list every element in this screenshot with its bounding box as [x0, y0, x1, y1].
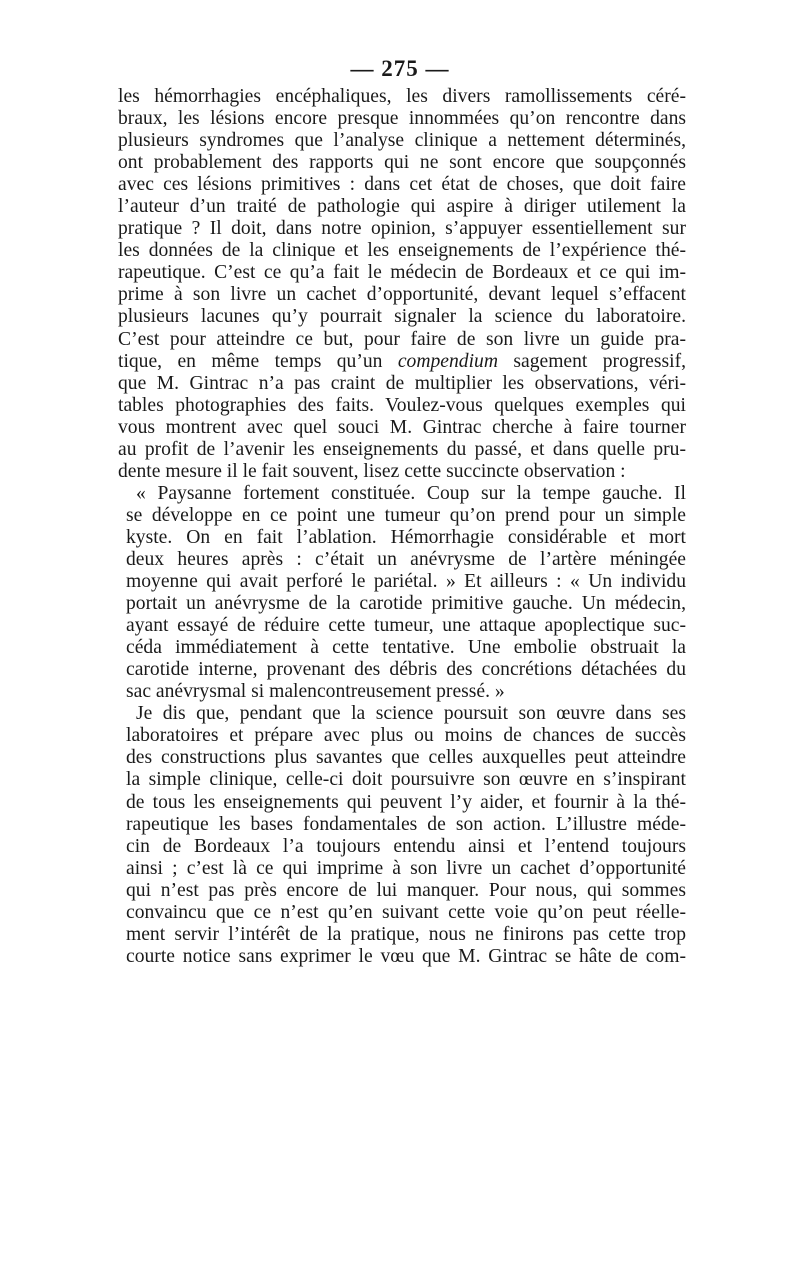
text-line: se développe en ce point une tumeur qu’on prend pour un simple: [126, 504, 686, 526]
text-line: C’est pour atteindre ce but, pour faire de son livre un guide pra-: [118, 328, 686, 350]
text-line: pratique ? Il doit, dans notre opinion, s’appuyer essentiellement sur: [118, 218, 686, 240]
text-line: les données de la clinique et les enseignements de l’expérience thé-: [118, 240, 686, 262]
text-line: l’auteur d’un traité de pathologie qui aspire à diriger utilement la: [118, 196, 686, 218]
text-line: les hémorrhagies encéphaliques, les divers ramollissements céré-: [118, 86, 686, 107]
text-line: Je dis que, pendant que la science poursuit son œuvre dans ses: [136, 703, 686, 725]
text-line: des constructions plus savantes que celles auxquelles peut atteindre: [126, 747, 686, 769]
text-line: tables photographies des faits. Voulez-vous quelques exemples qui: [118, 394, 686, 416]
text-line: carotide interne, provenant des débris des concrétions détachées du: [126, 659, 686, 681]
text-line: ayant essayé de réduire cette tumeur, une attaque apoplectique suc-: [126, 615, 686, 637]
text-segment: sagement progressif,: [513, 350, 686, 372]
text-line: rapeutique. C’est ce qu’a fait le médecin de Bordeaux et ce qui im-: [118, 262, 686, 284]
text-line: qui n’est pas près encore de lui manquer. Pour nous, qui sommes: [126, 879, 686, 901]
text-line: braux, les lésions encore presque innommées qu’on rencontre dans: [118, 108, 686, 130]
paragraph-3: [118, 703, 686, 968]
text-line: dente mesure il le fait souvent, lisez cette succincte observation :: [118, 460, 626, 482]
text-line-mixed: [118, 351, 686, 373]
text-line: ment servir l’intérêt de la pratique, nous ne finirons pas cette trop: [126, 923, 686, 945]
text-line: prime à son livre un cachet d’opportunité, devant lequel s’effacent: [118, 284, 686, 306]
text-line: laboratoires et prépare avec plus ou moins de chances de succès: [126, 725, 686, 747]
text-line: sac anévrysmal si malencontreusement pressé. »: [126, 681, 505, 703]
italic-term: compendium: [397, 350, 498, 372]
paragraph-2-quotation: [118, 483, 686, 703]
text-line: kyste. On en fait l’ablation. Hémorrhagie considérable et mort: [126, 526, 686, 548]
text-line: cin de Bordeaux l’a toujours entendu ainsi et l’entend toujours: [126, 835, 686, 857]
text-line: plusieurs syndromes que l’analyse clinique a nettement déterminés,: [118, 130, 686, 152]
text-line: « Paysanne fortement constituée. Coup sur la tempe gauche. Il: [136, 482, 686, 504]
text-line: moyenne qui avait perforé le pariétal. » Et ailleurs : « Un individu: [126, 571, 686, 593]
text-line: convaincu que ce n’est qu’en suivant cette voie qu’on peut réelle-: [126, 901, 686, 923]
page-number: — 275 —: [350, 56, 450, 81]
text-line: vous montrent avec quel souci M. Gintrac cherche à faire tourner: [118, 416, 686, 438]
text-line: la simple clinique, celle-ci doit poursuivre son œuvre en s’inspirant: [126, 769, 686, 791]
text-line: céda immédiatement à cette tentative. Une embolie obstruait la: [126, 637, 686, 659]
paragraph-1: [118, 86, 686, 483]
text-line: portait un anévrysme de la carotide primitive gauche. Un médecin,: [126, 593, 686, 615]
text-line: deux heures après : c’était un anévrysme de l’artère méningée: [126, 548, 686, 570]
text-line: plusieurs lacunes qu’y pourrait signaler la science du laboratoire.: [118, 306, 686, 328]
text-line: au profit de l’avenir les enseignements du passé, et dans quelle pru-: [118, 438, 686, 460]
text-line: rapeutique les bases fondamentales de son action. L’illustre méde-: [126, 813, 686, 835]
body-text: [118, 86, 686, 968]
text-line: ont probablement des rapports qui ne sont encore que soupçonnés: [118, 152, 686, 174]
text-line: de tous les enseignements qui peuvent l’y aider, et fournir à la thé-: [126, 791, 686, 813]
text-line: avec ces lésions primitives : dans cet état de choses, que doit faire: [118, 174, 686, 196]
text-line: que M. Gintrac n’a pas craint de multiplier les observations, véri-: [118, 372, 686, 394]
text-line: ainsi ; c’est là ce qui imprime à son livre un cachet d’opportunité: [126, 857, 686, 879]
text-line: courte notice sans exprimer le vœu que M. Gintrac se hâte de com-: [126, 945, 686, 967]
text-segment: tique, en même temps qu’un: [118, 350, 383, 372]
